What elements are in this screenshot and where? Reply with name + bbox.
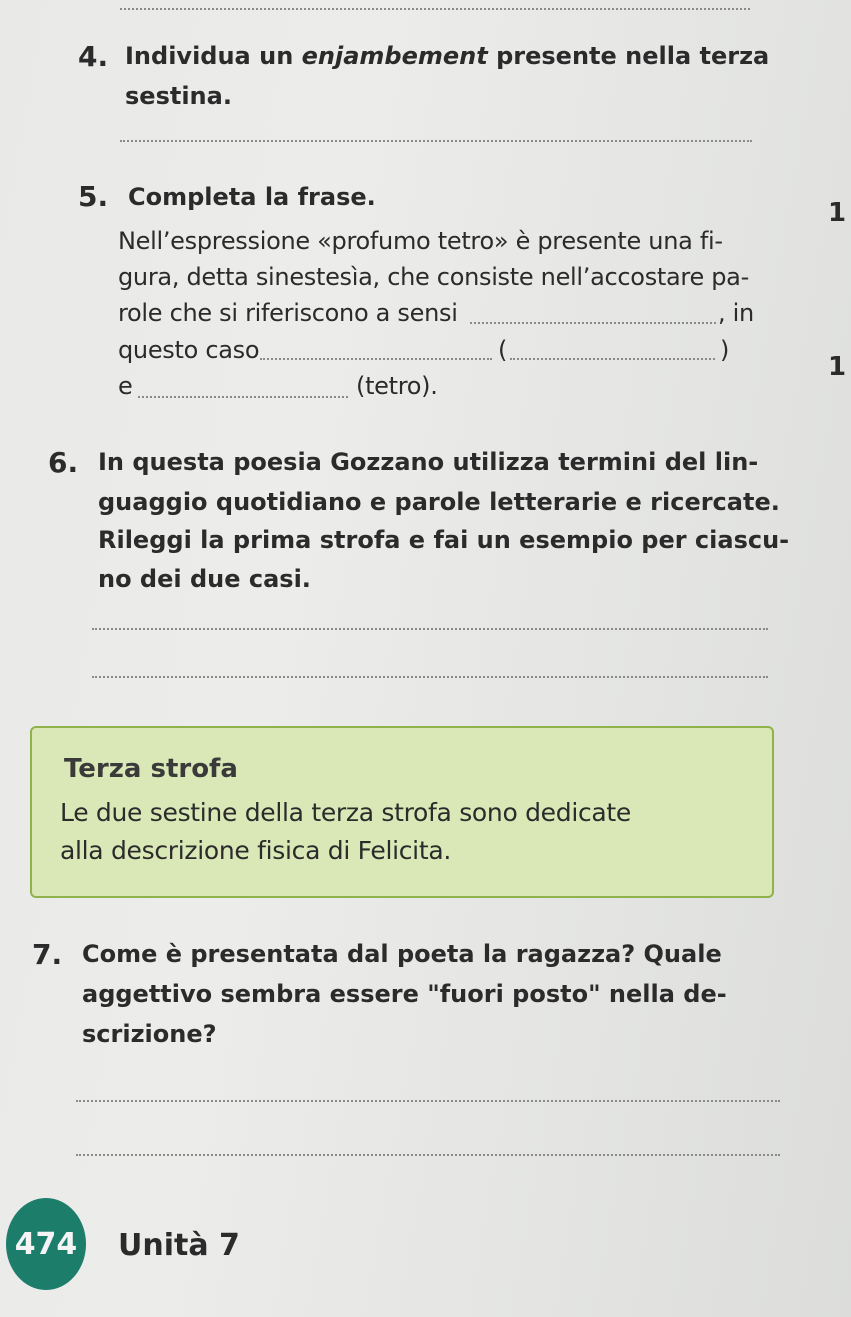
page-number-badge: 474 xyxy=(6,1198,86,1290)
q4-text-before: Individua un xyxy=(125,42,302,70)
q5-line2: gura, detta sinestesìa, che consiste nell’accostare pa- xyxy=(118,263,749,291)
box-title: Terza strofa xyxy=(64,754,238,784)
q6-line1: In questa poesia Gozzano utilizza termini del lin- xyxy=(98,448,759,476)
q7-line1: Come è presentata dal poeta la ragazza? Quale xyxy=(82,940,722,968)
margin-points-a: 1 xyxy=(828,198,847,228)
q7-line2: aggettivo sembra essere "fuori posto" nella de- xyxy=(82,980,727,1008)
q6-answer-line-1[interactable] xyxy=(92,628,768,630)
q5-line4a: questo caso xyxy=(118,336,260,364)
q7-answer-line-2[interactable] xyxy=(76,1154,780,1156)
q6-number: 6. xyxy=(48,446,79,479)
terza-strofa-box xyxy=(30,726,774,898)
q7-answer-line-1[interactable] xyxy=(76,1100,780,1102)
q4-line2: sestina. xyxy=(125,82,232,110)
q5-line3b: , in xyxy=(718,299,754,327)
margin-points-b: 1 xyxy=(828,352,847,382)
q5-line5b: (tetro). xyxy=(356,372,438,400)
q6-line2: guaggio quotidiano e parole letterarie e ricercate. xyxy=(98,488,780,516)
top-answer-line xyxy=(120,8,750,10)
q5-line4c: ) xyxy=(720,336,730,364)
box-line2: alla descrizione fisica di Felicita. xyxy=(60,836,451,865)
q7-number: 7. xyxy=(32,938,63,971)
q5-blank-parenthesis[interactable] xyxy=(510,358,715,360)
q4-text-em: enjambement xyxy=(301,42,488,70)
box-line1: Le due sestine della terza strofa sono dedicate xyxy=(60,798,632,827)
q4-answer-line[interactable] xyxy=(120,140,752,142)
q5-line3a: role che si riferiscono a sensi xyxy=(118,299,458,327)
q4-text-after: presente nella terza xyxy=(487,42,770,70)
q5-blank-e[interactable] xyxy=(138,396,348,398)
q5-line1: Nell’espressione «profumo tetro» è presente una fi- xyxy=(118,227,723,255)
q6-line3: Rileggi la prima strofa e fai un esempio per ciascu- xyxy=(98,526,790,554)
q5-number: 5. xyxy=(78,180,109,213)
q6-answer-line-2[interactable] xyxy=(92,676,768,678)
q5-title: Completa la frase. xyxy=(128,183,376,211)
q7-line3: scrizione? xyxy=(82,1020,217,1048)
q5-blank-sensi[interactable] xyxy=(470,322,716,324)
q5-line4b: ( xyxy=(498,336,508,364)
q5-blank-caso[interactable] xyxy=(260,358,492,360)
q5-line5a: e xyxy=(118,372,133,400)
unit-label: Unità 7 xyxy=(118,1228,240,1263)
q4-line1 xyxy=(125,42,769,70)
q4-number: 4. xyxy=(78,40,109,73)
q6-line4: no dei due casi. xyxy=(98,565,311,593)
